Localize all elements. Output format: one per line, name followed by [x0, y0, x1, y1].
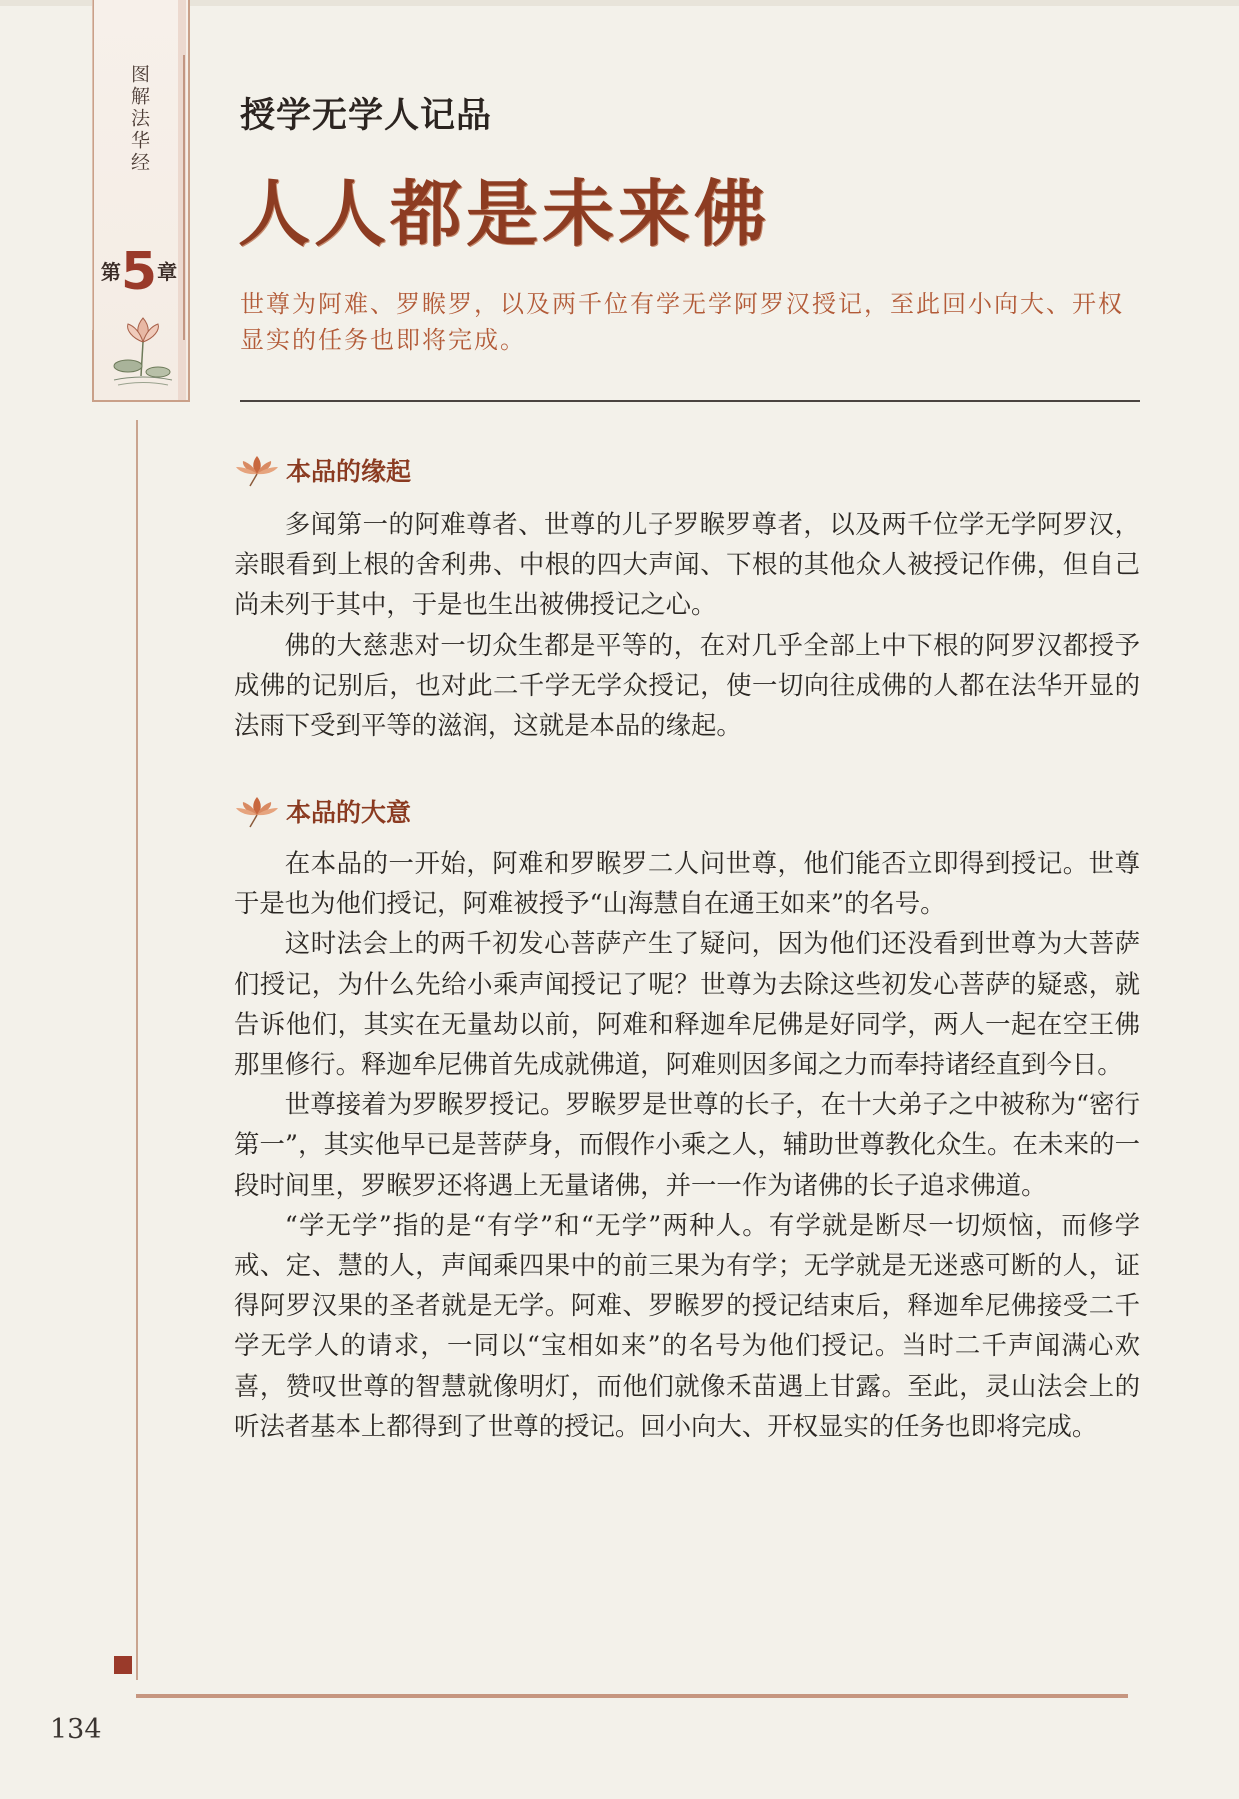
- chapter-number: 5: [120, 242, 158, 302]
- footer-rule: [136, 1694, 1128, 1698]
- paragraph: 这时法会上的两千初发心菩萨产生了疑问，因为他们还没看到世尊为大菩萨们授记，为什么先给小乘声闻授记了呢？世尊为去除这些初发心菩萨的疑惑，就告诉他们，其实在无量劫以前，阿难和释迦牟尼佛是好同学，两人一起在空王佛那里修行。释迦牟尼佛首先成就佛道，阿难则因多闻之力而奉持诸经直到今日。: [234, 928, 1140, 1080]
- lotus-bullet-icon: [234, 794, 280, 828]
- header-divider: [240, 400, 1140, 402]
- subheading-summary-text: 本品的大意: [286, 798, 412, 827]
- paragraph: 佛的大慈悲对一切众生都是平等的，在对几乎全部上中下根的阿罗汉都授予成佛的记别后，也对此二千学无学众授记，使一切向往成佛的人都在法华开显的法雨下受到平等的滋润，这就是本品的缘起。: [234, 629, 1140, 741]
- chapter-suffix: 章: [157, 260, 178, 284]
- book-series-title: 图解法华经: [128, 64, 150, 174]
- subheading-summary: [234, 793, 411, 829]
- left-margin-rule: [136, 420, 138, 1680]
- paragraph: “学无学”指的是“有学”和“无学”两种人。有学就是断尽一切烦恼，而修学戒、定、慧的人，声闻乘四果中的前三果为有学；无学就是无迷惑可断的人，证得阿罗汉果的圣者就是无学。阿难、罗睺罗的授记结束后，释迦牟尼佛接受二千学无学人的请求，一同以“宝相如来”的名号为他们授记。当时二千声闻满心欢喜，赞叹世尊的智慧就像明灯，而他们就像禾苗遇上甘露。至此，灵山法会上的听法者基本上都得到了世尊的授记。回小向大、开权显实的任务也即将完成。: [234, 1209, 1140, 1441]
- chapter-tab-accent-line: [183, 55, 185, 340]
- paragraph: 多闻第一的阿难尊者、世尊的儿子罗睺罗尊者，以及两千位学无学阿罗汉，亲眼看到上根的舍利弗、中根的四大声闻、下根的其他众人被授记作佛，但自己尚未列于其中，于是也生出被佛授记之心。: [234, 509, 1140, 620]
- chapter-number-label: [98, 242, 180, 306]
- subheading-origin: [234, 452, 411, 488]
- lotus-pond-icon: [110, 310, 176, 390]
- section-origin-body: [234, 504, 1140, 745]
- section-summary-body: [234, 843, 1140, 1446]
- paragraph: 在本品的一开始，阿难和罗睺罗二人问世尊，他们能否立即得到授记。世尊于是也为他们授记，阿难被授予“山海慧自在通王如来”的名号。: [234, 848, 1140, 919]
- paragraph: 世尊接着为罗睺罗授记。罗睺罗是世尊的长子，在十大弟子之中被称为“密行第一”，其实他早已是菩萨身，而假作小乘之人，辅助世尊教化众生。在未来的一段时间里，罗睺罗还将遇上无量诸佛，并一一作为诸佛的长子追求佛道。: [234, 1089, 1140, 1200]
- section-label: 授学无学人记品: [240, 96, 493, 136]
- page-number: 134: [50, 1714, 102, 1745]
- page-title: 人人都是未来佛: [238, 171, 771, 256]
- lotus-bullet-icon: [234, 453, 280, 487]
- footer-marker-square: [114, 1656, 132, 1674]
- subheading-origin-text: 本品的缘起: [286, 457, 412, 486]
- chapter-prefix: 第: [100, 260, 121, 284]
- intro-summary: 世尊为阿难、罗睺罗，以及两千位有学无学阿罗汉授记，至此回小向大、开权显实的任务也即将完成。: [240, 290, 1124, 354]
